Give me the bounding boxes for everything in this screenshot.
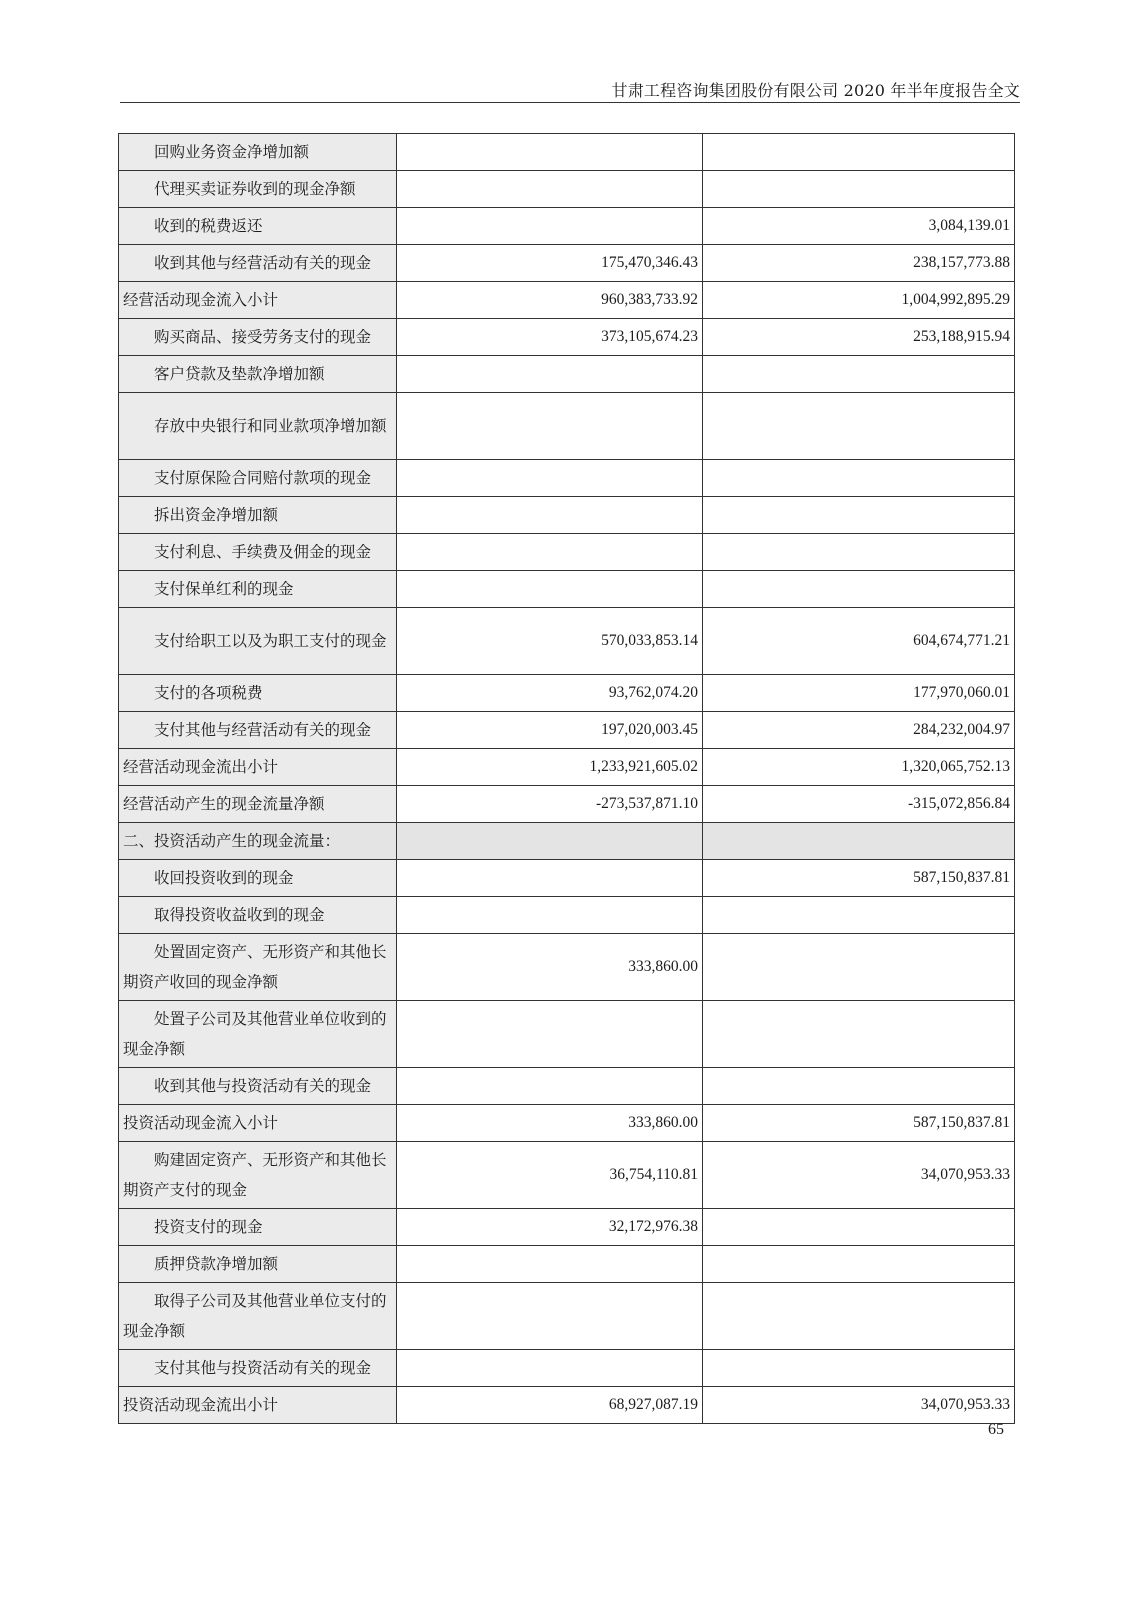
row-label: 投资支付的现金 <box>119 1209 397 1246</box>
previous-period-value: 238,157,773.88 <box>703 245 1015 282</box>
current-period-value: 197,020,003.45 <box>397 712 703 749</box>
table-row <box>119 393 1015 460</box>
table-row <box>119 319 1015 356</box>
row-label: 经营活动现金流出小计 <box>119 749 397 786</box>
table-row <box>119 534 1015 571</box>
table-row <box>119 1387 1015 1424</box>
row-label: 支付原保险合同赔付款项的现金 <box>119 460 397 497</box>
report-title: 甘肃工程咨询集团股份有限公司 2020 年半年度报告全文 <box>611 81 1020 100</box>
row-label: 收到的税费返还 <box>119 208 397 245</box>
row-label: 经营活动现金流入小计 <box>119 282 397 319</box>
previous-period-value: 34,070,953.33 <box>703 1387 1015 1424</box>
previous-period-value <box>703 534 1015 571</box>
row-label: 支付利息、手续费及佣金的现金 <box>119 534 397 571</box>
previous-period-value <box>703 934 1015 1001</box>
row-label: 处置子公司及其他营业单位收到的现金净额 <box>119 1001 397 1068</box>
current-period-value <box>397 897 703 934</box>
current-period-value <box>397 1283 703 1350</box>
row-label: 支付保单红利的现金 <box>119 571 397 608</box>
row-label: 收到其他与投资活动有关的现金 <box>119 1068 397 1105</box>
row-label: 支付的各项税费 <box>119 675 397 712</box>
current-period-value <box>397 171 703 208</box>
table-row <box>119 571 1015 608</box>
row-label: 收到其他与经营活动有关的现金 <box>119 245 397 282</box>
previous-period-value <box>703 1001 1015 1068</box>
page-header <box>120 76 1020 103</box>
previous-period-value <box>703 393 1015 460</box>
table-row <box>119 897 1015 934</box>
row-label: 回购业务资金净增加额 <box>119 134 397 171</box>
current-period-value <box>397 1001 703 1068</box>
current-period-value <box>397 356 703 393</box>
row-label: 处置固定资产、无形资产和其他长期资产收回的现金净额 <box>119 934 397 1001</box>
section-header-row <box>119 823 1015 860</box>
table-row <box>119 608 1015 675</box>
previous-period-value: 1,320,065,752.13 <box>703 749 1015 786</box>
page-number: 65 <box>988 1421 1004 1438</box>
current-period-value <box>397 460 703 497</box>
row-label: 存放中央银行和同业款项净增加额 <box>119 393 397 460</box>
row-label: 投资活动现金流出小计 <box>119 1387 397 1424</box>
table-row <box>119 134 1015 171</box>
current-period-value: 32,172,976.38 <box>397 1209 703 1246</box>
current-period-value <box>397 860 703 897</box>
previous-period-value <box>703 1246 1015 1283</box>
previous-period-value: 604,674,771.21 <box>703 608 1015 675</box>
previous-period-value: 3,084,139.01 <box>703 208 1015 245</box>
table-row <box>119 171 1015 208</box>
table-row <box>119 1142 1015 1209</box>
previous-period-value: 587,150,837.81 <box>703 860 1015 897</box>
previous-period-value: 34,070,953.33 <box>703 1142 1015 1209</box>
previous-period-value: 253,188,915.94 <box>703 319 1015 356</box>
previous-period-value: 177,970,060.01 <box>703 675 1015 712</box>
table-row <box>119 786 1015 823</box>
row-label: 质押贷款净增加额 <box>119 1246 397 1283</box>
previous-period-value: 587,150,837.81 <box>703 1105 1015 1142</box>
table-row <box>119 282 1015 319</box>
row-label: 代理买卖证券收到的现金净额 <box>119 171 397 208</box>
previous-period-value <box>703 897 1015 934</box>
section-title: 二、投资活动产生的现金流量： <box>119 823 397 860</box>
previous-period-value <box>703 356 1015 393</box>
table-row <box>119 245 1015 282</box>
previous-period-value <box>703 1209 1015 1246</box>
table-row <box>119 749 1015 786</box>
current-period-value <box>397 1350 703 1387</box>
current-period-value: 93,762,074.20 <box>397 675 703 712</box>
current-period-value <box>397 208 703 245</box>
current-period-value <box>397 534 703 571</box>
table-row <box>119 1068 1015 1105</box>
previous-period-value <box>703 1068 1015 1105</box>
table-row <box>119 1283 1015 1350</box>
current-period-value: 1,233,921,605.02 <box>397 749 703 786</box>
row-label: 投资活动现金流入小计 <box>119 1105 397 1142</box>
current-period-value: 373,105,674.23 <box>397 319 703 356</box>
table-row <box>119 1209 1015 1246</box>
row-label: 拆出资金净增加额 <box>119 497 397 534</box>
row-label: 支付其他与经营活动有关的现金 <box>119 712 397 749</box>
row-label: 取得投资收益收到的现金 <box>119 897 397 934</box>
current-period-value: 333,860.00 <box>397 1105 703 1142</box>
table-row <box>119 1105 1015 1142</box>
current-period-value <box>397 1068 703 1105</box>
row-label: 支付其他与投资活动有关的现金 <box>119 1350 397 1387</box>
current-period-value <box>397 497 703 534</box>
table-row <box>119 208 1015 245</box>
row-label: 收回投资收到的现金 <box>119 860 397 897</box>
current-period-value: 333,860.00 <box>397 934 703 1001</box>
row-label: 客户贷款及垫款净增加额 <box>119 356 397 393</box>
current-period-value <box>397 1246 703 1283</box>
current-period-value: 36,754,110.81 <box>397 1142 703 1209</box>
table-row <box>119 356 1015 393</box>
current-period-value <box>397 393 703 460</box>
previous-period-value <box>703 171 1015 208</box>
row-label: 取得子公司及其他营业单位支付的现金净额 <box>119 1283 397 1350</box>
previous-period-value: 284,232,004.97 <box>703 712 1015 749</box>
current-period-value: 960,383,733.92 <box>397 282 703 319</box>
table-row <box>119 460 1015 497</box>
previous-period-value <box>703 460 1015 497</box>
row-label: 购买商品、接受劳务支付的现金 <box>119 319 397 356</box>
previous-period-value <box>703 1283 1015 1350</box>
table-row <box>119 675 1015 712</box>
section-blank-cell <box>397 823 703 860</box>
row-label: 经营活动产生的现金流量净额 <box>119 786 397 823</box>
table-row <box>119 934 1015 1001</box>
current-period-value: -273,537,871.10 <box>397 786 703 823</box>
cash-flow-table <box>118 133 1015 1424</box>
current-period-value <box>397 571 703 608</box>
previous-period-value <box>703 134 1015 171</box>
table-row <box>119 712 1015 749</box>
current-period-value: 175,470,346.43 <box>397 245 703 282</box>
table-row <box>119 1350 1015 1387</box>
section-blank-cell <box>703 823 1015 860</box>
current-period-value: 570,033,853.14 <box>397 608 703 675</box>
table-row <box>119 1001 1015 1068</box>
previous-period-value <box>703 497 1015 534</box>
previous-period-value <box>703 1350 1015 1387</box>
row-label: 购建固定资产、无形资产和其他长期资产支付的现金 <box>119 1142 397 1209</box>
previous-period-value: -315,072,856.84 <box>703 786 1015 823</box>
table-row <box>119 860 1015 897</box>
table-row <box>119 497 1015 534</box>
current-period-value <box>397 134 703 171</box>
table-row <box>119 1246 1015 1283</box>
previous-period-value <box>703 571 1015 608</box>
previous-period-value: 1,004,992,895.29 <box>703 282 1015 319</box>
current-period-value: 68,927,087.19 <box>397 1387 703 1424</box>
row-label: 支付给职工以及为职工支付的现金 <box>119 608 397 675</box>
